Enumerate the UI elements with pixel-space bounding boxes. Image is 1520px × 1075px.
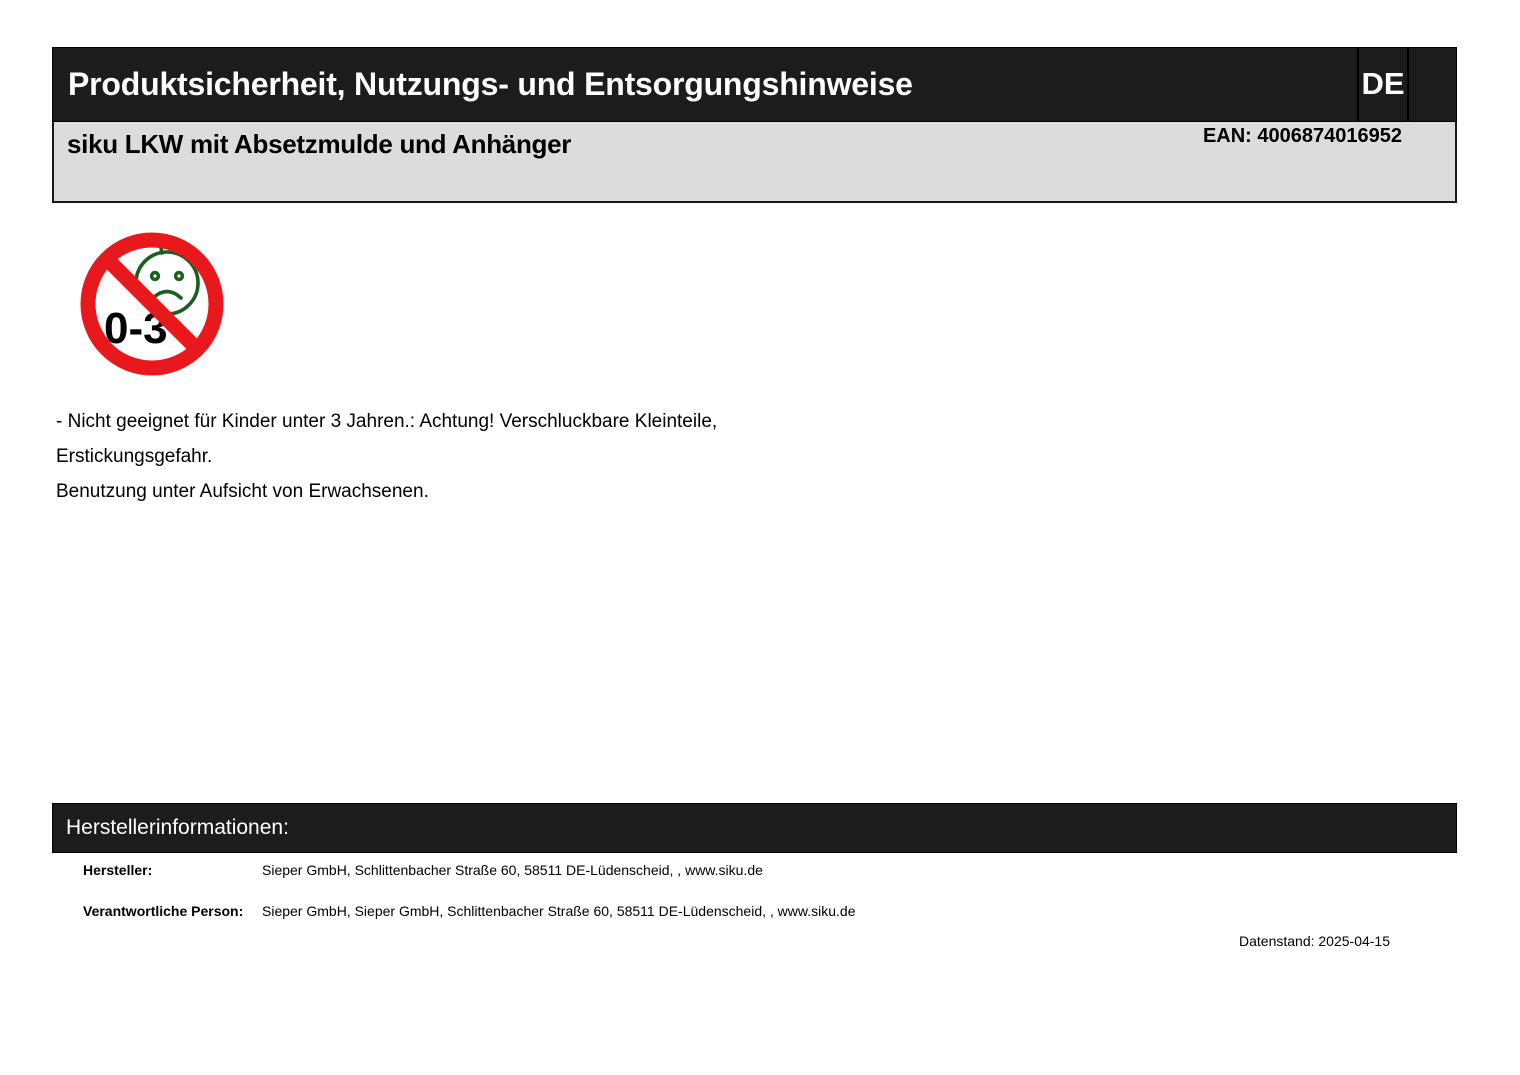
age-warning-0-3-svg [78,230,226,378]
page-title: Produktsicherheit, Nutzungs- und Entsorgungshinweise [68,66,913,102]
warning-line: - Nicht geeignet für Kinder unter 3 Jahren.: Achtung! Verschluckbare Kleinteile, [56,411,718,432]
safety-warning-text [56,404,717,509]
age-warning-0-3-icon [78,230,226,378]
manufacturer-row [0,862,1520,882]
warning-line: Erstickungsgefahr. [56,446,213,467]
age-range-label: 0-3 [104,304,168,353]
manufacturer-section-title: Herstellerinformationen: [66,816,289,839]
product-header-bar [52,122,1457,203]
data-status-date: Datenstand: 2025-04-15 [1239,933,1390,949]
manufacturer-value: Sieper GmbH, Schlittenbacher Straße 60, 58511 DE-Lüdenscheid, , www.siku.de [262,862,763,878]
document-header [52,47,1457,203]
ean-code: EAN: 4006874016952 [1202,125,1402,147]
warning-line: Benutzung unter Aufsicht von Erwachsenen. [56,481,429,502]
manufacturer-section-bar [52,803,1457,853]
product-name: siku LKW mit Absetzmulde und Anhänger [67,129,572,159]
responsible-person-row [0,903,1520,923]
manufacturer-label: Hersteller: [83,862,153,878]
language-badge: DE [1357,48,1409,121]
header-title-bar [52,47,1457,122]
responsible-person-label: Verantwortliche Person: [83,903,244,919]
responsible-person-value: Sieper GmbH, Sieper GmbH, Schlittenbacher Straße 60, 58511 DE-Lüdenscheid, , www.siku.de [262,903,856,919]
